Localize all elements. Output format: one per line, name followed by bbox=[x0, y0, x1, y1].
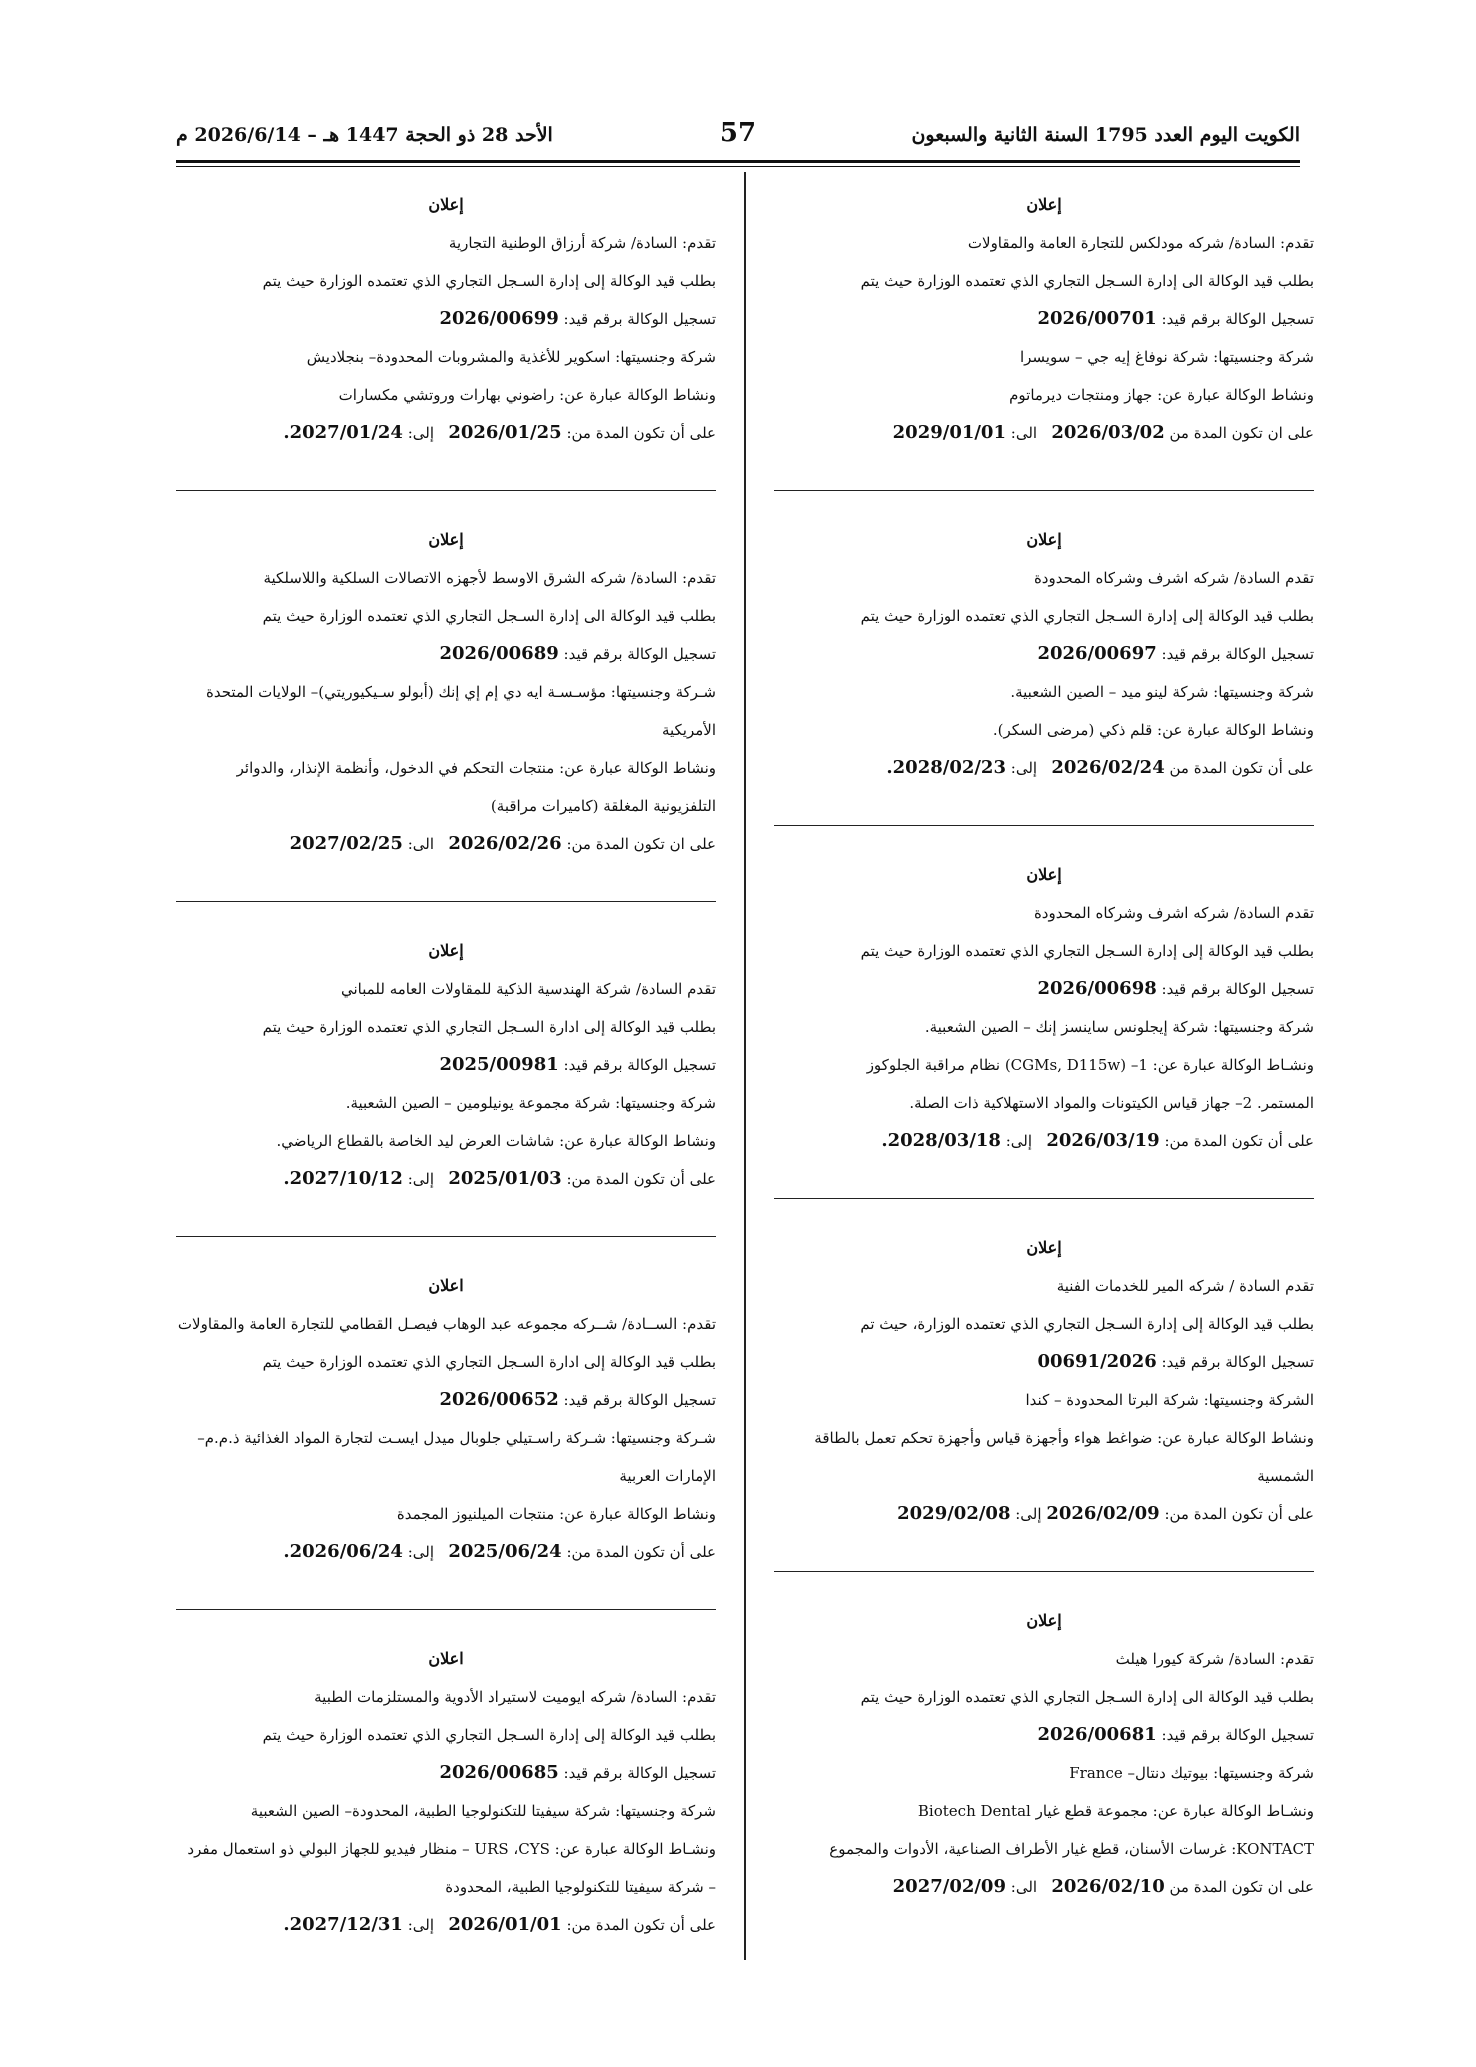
period-to: 2027/12/31. bbox=[283, 1914, 403, 1935]
period-from: 2026/03/19 bbox=[1046, 1130, 1160, 1151]
period-label: على أن تكون المدة من: bbox=[566, 1543, 716, 1561]
notice bbox=[176, 1267, 716, 1571]
notice-registration bbox=[176, 1381, 716, 1419]
notice-activity: ونشاط الوكالة عبارة عن: راضوني بهارات وروتشي مكسارات bbox=[338, 386, 716, 404]
notice-applicant: تقدم السادة / شركه المير للخدمات الفنية bbox=[1056, 1277, 1314, 1295]
notice-company: شركة وجنسيتها: شركة مجموعة يونيلومين – الصين الشعبية. bbox=[345, 1094, 716, 1112]
notice-separator bbox=[774, 1571, 1314, 1572]
notice-company: شركة وجنسيتها: شركة إيجلونس ساينسز إنك – الصين الشعبية. bbox=[924, 1018, 1314, 1036]
notice-company: شـركة وجنسيتها: شـركة راسـتيلي جلوبال ميدل ايسـت لتجارة المواد الغذائية ذ.م.م– الإمارات العربية bbox=[197, 1429, 716, 1485]
notice-period bbox=[176, 1533, 716, 1571]
notice-request: بطلب قيد الوكالة إلى إدارة السـجل التجاري الذي تعتمده الوزارة حيث يتم bbox=[860, 942, 1314, 960]
period-to: 2027/02/09 bbox=[892, 1876, 1006, 1897]
period-label: على أن تكون المدة من: bbox=[1164, 1505, 1314, 1523]
registration-label: تسجيل الوكالة برقم قيد: bbox=[1161, 310, 1314, 328]
registration-number: 2026/00701 bbox=[1037, 308, 1157, 329]
notice-activity-line1: ونشـاط الوكالة عبارة عن: 1– (CGMs, D115w) نظام مراقبة الجلوكوز bbox=[866, 1056, 1314, 1074]
notice-registration bbox=[774, 1716, 1314, 1754]
period-to-label: إلى: bbox=[407, 1170, 435, 1188]
notice-period bbox=[176, 1160, 716, 1198]
period-to-label: إلى: bbox=[407, 424, 435, 442]
period-from: 2026/01/01 bbox=[448, 1914, 562, 1935]
period-to-label: الى: bbox=[1010, 424, 1038, 442]
notice-title: اعلان bbox=[428, 1276, 464, 1295]
period-label: على أن تكون المدة من: bbox=[1164, 1132, 1314, 1150]
period-to-label: إلى: bbox=[1015, 1505, 1042, 1523]
period-to-label: الى: bbox=[407, 835, 435, 853]
notice bbox=[774, 856, 1314, 1160]
notice-title: إعلان bbox=[1026, 1611, 1062, 1630]
period-label: على ان تكون المدة من: bbox=[566, 835, 716, 853]
notice-applicant: تقدم السادة/ شركه اشرف وشركاه المحدودة bbox=[1033, 904, 1314, 922]
notice-activity: ونشاط الوكالة عبارة عن: منتجات التحكم في الدخول، وأنظمة الإنذار، والدوائر التلفزيونية المغلقة (كاميرات مراقبة) bbox=[236, 759, 716, 815]
notice-company: شركة وجنسيتها: شركة سيفيتا للتكنولوجيا الطبية، المحدودة– الصين الشعبية bbox=[250, 1802, 716, 1820]
registration-label: تسجيل الوكالة برقم قيد: bbox=[563, 1391, 716, 1409]
notice-title: إعلان bbox=[1026, 865, 1062, 884]
period-to: 2027/02/25 bbox=[289, 833, 403, 854]
notice-request: بطلب قيد الوكالة إلى إدارة السـجل التجاري الذي تعتمده الوزارة حيث يتم bbox=[860, 607, 1314, 625]
notice-separator bbox=[176, 1609, 716, 1610]
period-label: على ان تكون المدة من bbox=[1169, 424, 1314, 442]
notice-activity-line2: المستمر. 2– جهاز قياس الكيتونات والمواد الاستهلاكية ذات الصلة. bbox=[909, 1094, 1314, 1112]
notice-registration bbox=[176, 1754, 716, 1792]
notice-separator bbox=[774, 1198, 1314, 1199]
notice-applicant: تقدم: السادة/ شركه الشرق الاوسط لأجهزه الاتصالات السلكية واللاسلكية bbox=[263, 569, 716, 587]
notice-period bbox=[774, 1495, 1314, 1533]
period-from: 2026/02/24 bbox=[1051, 757, 1165, 778]
notice bbox=[176, 1640, 716, 1944]
period-to-label: الى: bbox=[1010, 1878, 1038, 1896]
period-to-label: إلى: bbox=[1010, 759, 1038, 777]
column-divider bbox=[744, 172, 746, 1960]
period-to: 2028/03/18. bbox=[881, 1130, 1001, 1151]
period-to-label: إلى: bbox=[407, 1543, 435, 1561]
registration-number: 2026/00689 bbox=[439, 643, 559, 664]
notice-title: إعلان bbox=[428, 530, 464, 549]
notice-activity: ونشاط الوكالة عبارة عن: منتجات الميلنيوز المجمدة bbox=[396, 1505, 716, 1523]
notice-activity: ونشاط الوكالة عبارة عن: قلم ذكي (مرضى السكر). bbox=[992, 721, 1314, 739]
notice-title: إعلان bbox=[1026, 530, 1062, 549]
notice-activity: ونشاط الوكالة عبارة عن: شاشات العرض ليد الخاصة بالقطاع الرياضي. bbox=[276, 1132, 716, 1150]
notice-separator bbox=[176, 490, 716, 491]
period-to-label: إلى: bbox=[407, 1916, 435, 1934]
registration-number: 2026/00697 bbox=[1037, 643, 1157, 664]
notice-separator bbox=[176, 1236, 716, 1237]
notice-request: بطلب قيد الوكالة الى إدارة السـجل التجاري الذي تعتمده الوزارة حيث يتم bbox=[262, 607, 716, 625]
notice-title: إعلان bbox=[1026, 1238, 1062, 1257]
notice-period bbox=[774, 1868, 1314, 1906]
registration-number: 2026/00652 bbox=[439, 1389, 559, 1410]
notice-company: الشركة وجنسيتها: شركة البرتا المحدودة – كندا bbox=[1025, 1391, 1314, 1409]
notice-request: بطلب قيد الوكالة الى إدارة السـجل التجاري الذي تعتمده الوزارة حيث يتم bbox=[860, 1688, 1314, 1706]
notice-company: شركة وجنسيتها: اسكوير للأغذية والمشروبات المحدودة– بنجلاديش bbox=[306, 348, 716, 366]
notice-period bbox=[774, 1122, 1314, 1160]
notice-separator bbox=[176, 901, 716, 902]
notice bbox=[176, 932, 716, 1198]
registration-number: 2026/00698 bbox=[1037, 978, 1157, 999]
period-label: على ان تكون المدة من bbox=[1169, 1878, 1314, 1896]
notice-registration bbox=[774, 635, 1314, 673]
notice-company: شـركة وجنسيتها: مؤسـسـة ايه دي إم إي إنك (أبولو سـيكيوريتي)– الولايات المتحدة الأمريكية bbox=[206, 683, 716, 739]
notice-applicant: تقدم: الســادة/ شــركه مجموعه عبد الوهاب فيصـل القطامي للتجارة العامة والمقاولات bbox=[177, 1315, 716, 1333]
header-date: الأحد 28 ذو الحجة 1447 هـ – 2026/6/14 م bbox=[176, 124, 553, 146]
registration-label: تسجيل الوكالة برقم قيد: bbox=[563, 1764, 716, 1782]
notice-applicant: تقدم: السادة/ شركة أرزاق الوطنية التجارية bbox=[448, 234, 716, 252]
period-to: 2027/01/24. bbox=[283, 422, 403, 443]
registration-number: 00691/2026 bbox=[1037, 1351, 1157, 1372]
notice-company: شركة وجنسيتها: شركة لينو ميد – الصين الشعبية. bbox=[1010, 683, 1314, 701]
period-label: على أن تكون المدة من: bbox=[566, 1916, 716, 1934]
period-from: 2026/01/25 bbox=[448, 422, 562, 443]
header-rule-thin bbox=[176, 166, 1300, 167]
registration-label: تسجيل الوكالة برقم قيد: bbox=[563, 310, 716, 328]
notice-request: بطلب قيد الوكالة إلى ادارة السـجل التجاري الذي تعتمده الوزارة حيث يتم bbox=[262, 1353, 716, 1371]
left-column bbox=[176, 186, 716, 1944]
notice-company: شركة وجنسيتها: بيوتيك دنتال– France bbox=[1069, 1764, 1314, 1782]
notice-registration bbox=[774, 300, 1314, 338]
registration-number: 2026/00699 bbox=[439, 308, 559, 329]
period-from: 2026/03/02 bbox=[1051, 422, 1165, 443]
period-from: 2026/02/26 bbox=[448, 833, 562, 854]
period-to: 2028/02/23. bbox=[886, 757, 1006, 778]
notice-registration bbox=[176, 635, 716, 673]
notice-registration bbox=[774, 970, 1314, 1008]
notice-separator bbox=[774, 825, 1314, 826]
registration-label: تسجيل الوكالة برقم قيد: bbox=[1161, 645, 1314, 663]
notice-activity: ونشـاط الوكالة عبارة عن: URS ،CYS – منظار فيديو للجهاز البولي ذو استعمال مفرد – شركة سيفيتا للتكنولوجيا الطبية، المحدودة bbox=[187, 1840, 716, 1896]
notice-period bbox=[774, 414, 1314, 452]
period-from: 2025/01/03 bbox=[448, 1168, 562, 1189]
notice-activity-line2: KONTACT: غرسات الأسنان، قطع غيار الأطراف الصناعية، الأدوات والمجموع bbox=[829, 1840, 1314, 1858]
notice-period bbox=[176, 825, 716, 863]
notice-period bbox=[774, 749, 1314, 787]
registration-label: تسجيل الوكالة برقم قيد: bbox=[1161, 1726, 1314, 1744]
notice-applicant: تقدم: السادة/ شركة كيورا هيلث bbox=[1115, 1650, 1314, 1668]
notice-title: إعلان bbox=[428, 195, 464, 214]
notice-registration bbox=[774, 1343, 1314, 1381]
notice bbox=[774, 186, 1314, 452]
period-label: على أن تكون المدة من bbox=[1169, 759, 1314, 777]
notice bbox=[774, 1602, 1314, 1906]
notice-request: بطلب قيد الوكالة إلى إدارة السـجل التجاري الذي تعتمده الوزارة، حيث تم bbox=[860, 1315, 1314, 1333]
notice bbox=[176, 186, 716, 452]
notice-registration bbox=[176, 1046, 716, 1084]
header-issue-info: الكويت اليوم العدد 1795 السنة الثانية والسبعون bbox=[911, 124, 1300, 146]
notice-period bbox=[176, 414, 716, 452]
period-from: 2025/06/24 bbox=[448, 1541, 562, 1562]
period-from: 2026/02/10 bbox=[1051, 1876, 1165, 1897]
header-rule bbox=[176, 160, 1300, 163]
notice-title: إعلان bbox=[1026, 195, 1062, 214]
period-to: 2029/02/08 bbox=[897, 1503, 1011, 1524]
notice-separator bbox=[774, 490, 1314, 491]
notice bbox=[176, 521, 716, 863]
notice-request: بطلب قيد الوكالة إلى إدارة السـجل التجاري الذي تعتمده الوزارة حيث يتم bbox=[262, 1726, 716, 1744]
notice-request: بطلب قيد الوكالة الى إدارة السـجل التجاري الذي تعتمده الوزارة حيث يتم bbox=[860, 272, 1314, 290]
registration-number: 2026/00681 bbox=[1037, 1724, 1157, 1745]
notice-applicant: تقدم السادة/ شركه اشرف وشركاه المحدودة bbox=[1033, 569, 1314, 587]
notice-company: شركة وجنسيتها: شركة نوفاغ إيه جي – سويسرا bbox=[1019, 348, 1314, 366]
notice bbox=[774, 521, 1314, 787]
notice-activity: ونشاط الوكالة عبارة عن: جهاز ومنتجات ديرماتوم bbox=[1009, 386, 1314, 404]
notice-activity-line1: ونشـاط الوكالة عبارة عن: مجموعة قطع غيار Biotech Dental bbox=[917, 1802, 1314, 1820]
notice-applicant: تقدم: السادة/ شركه ايوميت لاستيراد الأدوية والمستلزمات الطبية bbox=[314, 1688, 716, 1706]
notice bbox=[774, 1229, 1314, 1533]
registration-label: تسجيل الوكالة برقم قيد: bbox=[1161, 1353, 1314, 1371]
notice-period bbox=[176, 1906, 716, 1944]
registration-label: تسجيل الوكالة برقم قيد: bbox=[563, 645, 716, 663]
notice-registration bbox=[176, 300, 716, 338]
notice-request: بطلب قيد الوكالة إلى إدارة السـجل التجاري الذي تعتمده الوزارة حيث يتم bbox=[262, 272, 716, 290]
period-to: 2026/06/24. bbox=[283, 1541, 403, 1562]
registration-label: تسجيل الوكالة برقم قيد: bbox=[1161, 980, 1314, 998]
notice-title: إعلان bbox=[428, 941, 464, 960]
period-label: على أن تكون المدة من: bbox=[566, 424, 716, 442]
registration-label: تسجيل الوكالة برقم قيد: bbox=[563, 1056, 716, 1074]
right-column bbox=[774, 186, 1314, 1906]
notice-applicant: تقدم: السادة/ شركه مودلكس للتجارة العامة والمقاولات bbox=[967, 234, 1314, 252]
notice-activity-line2: الشمسية bbox=[1257, 1467, 1314, 1485]
period-to-label: إلى: bbox=[1005, 1132, 1033, 1150]
registration-number: 2026/00685 bbox=[439, 1762, 559, 1783]
page-number: 57 bbox=[719, 118, 757, 148]
notice-activity-line1: ونشاط الوكالة عبارة عن: ضواغط هواء وأجهزة قياس وأجهزة تحكم تعمل بالطاقة bbox=[814, 1429, 1314, 1447]
notice-title: اعلان bbox=[428, 1649, 464, 1668]
page-header bbox=[176, 118, 1300, 162]
period-from: 2026/02/09 bbox=[1046, 1503, 1160, 1524]
notice-request: بطلب قيد الوكالة إلى ادارة السـجل التجاري الذي تعتمده الوزارة حيث يتم bbox=[262, 1018, 716, 1036]
period-to: 2029/01/01 bbox=[892, 422, 1006, 443]
registration-number: 2025/00981 bbox=[439, 1054, 559, 1075]
period-to: 2027/10/12. bbox=[283, 1168, 403, 1189]
notice-applicant: تقدم السادة/ شركة الهندسية الذكية للمقاولات العامه للمباني bbox=[340, 980, 716, 998]
period-label: على أن تكون المدة من: bbox=[566, 1170, 716, 1188]
